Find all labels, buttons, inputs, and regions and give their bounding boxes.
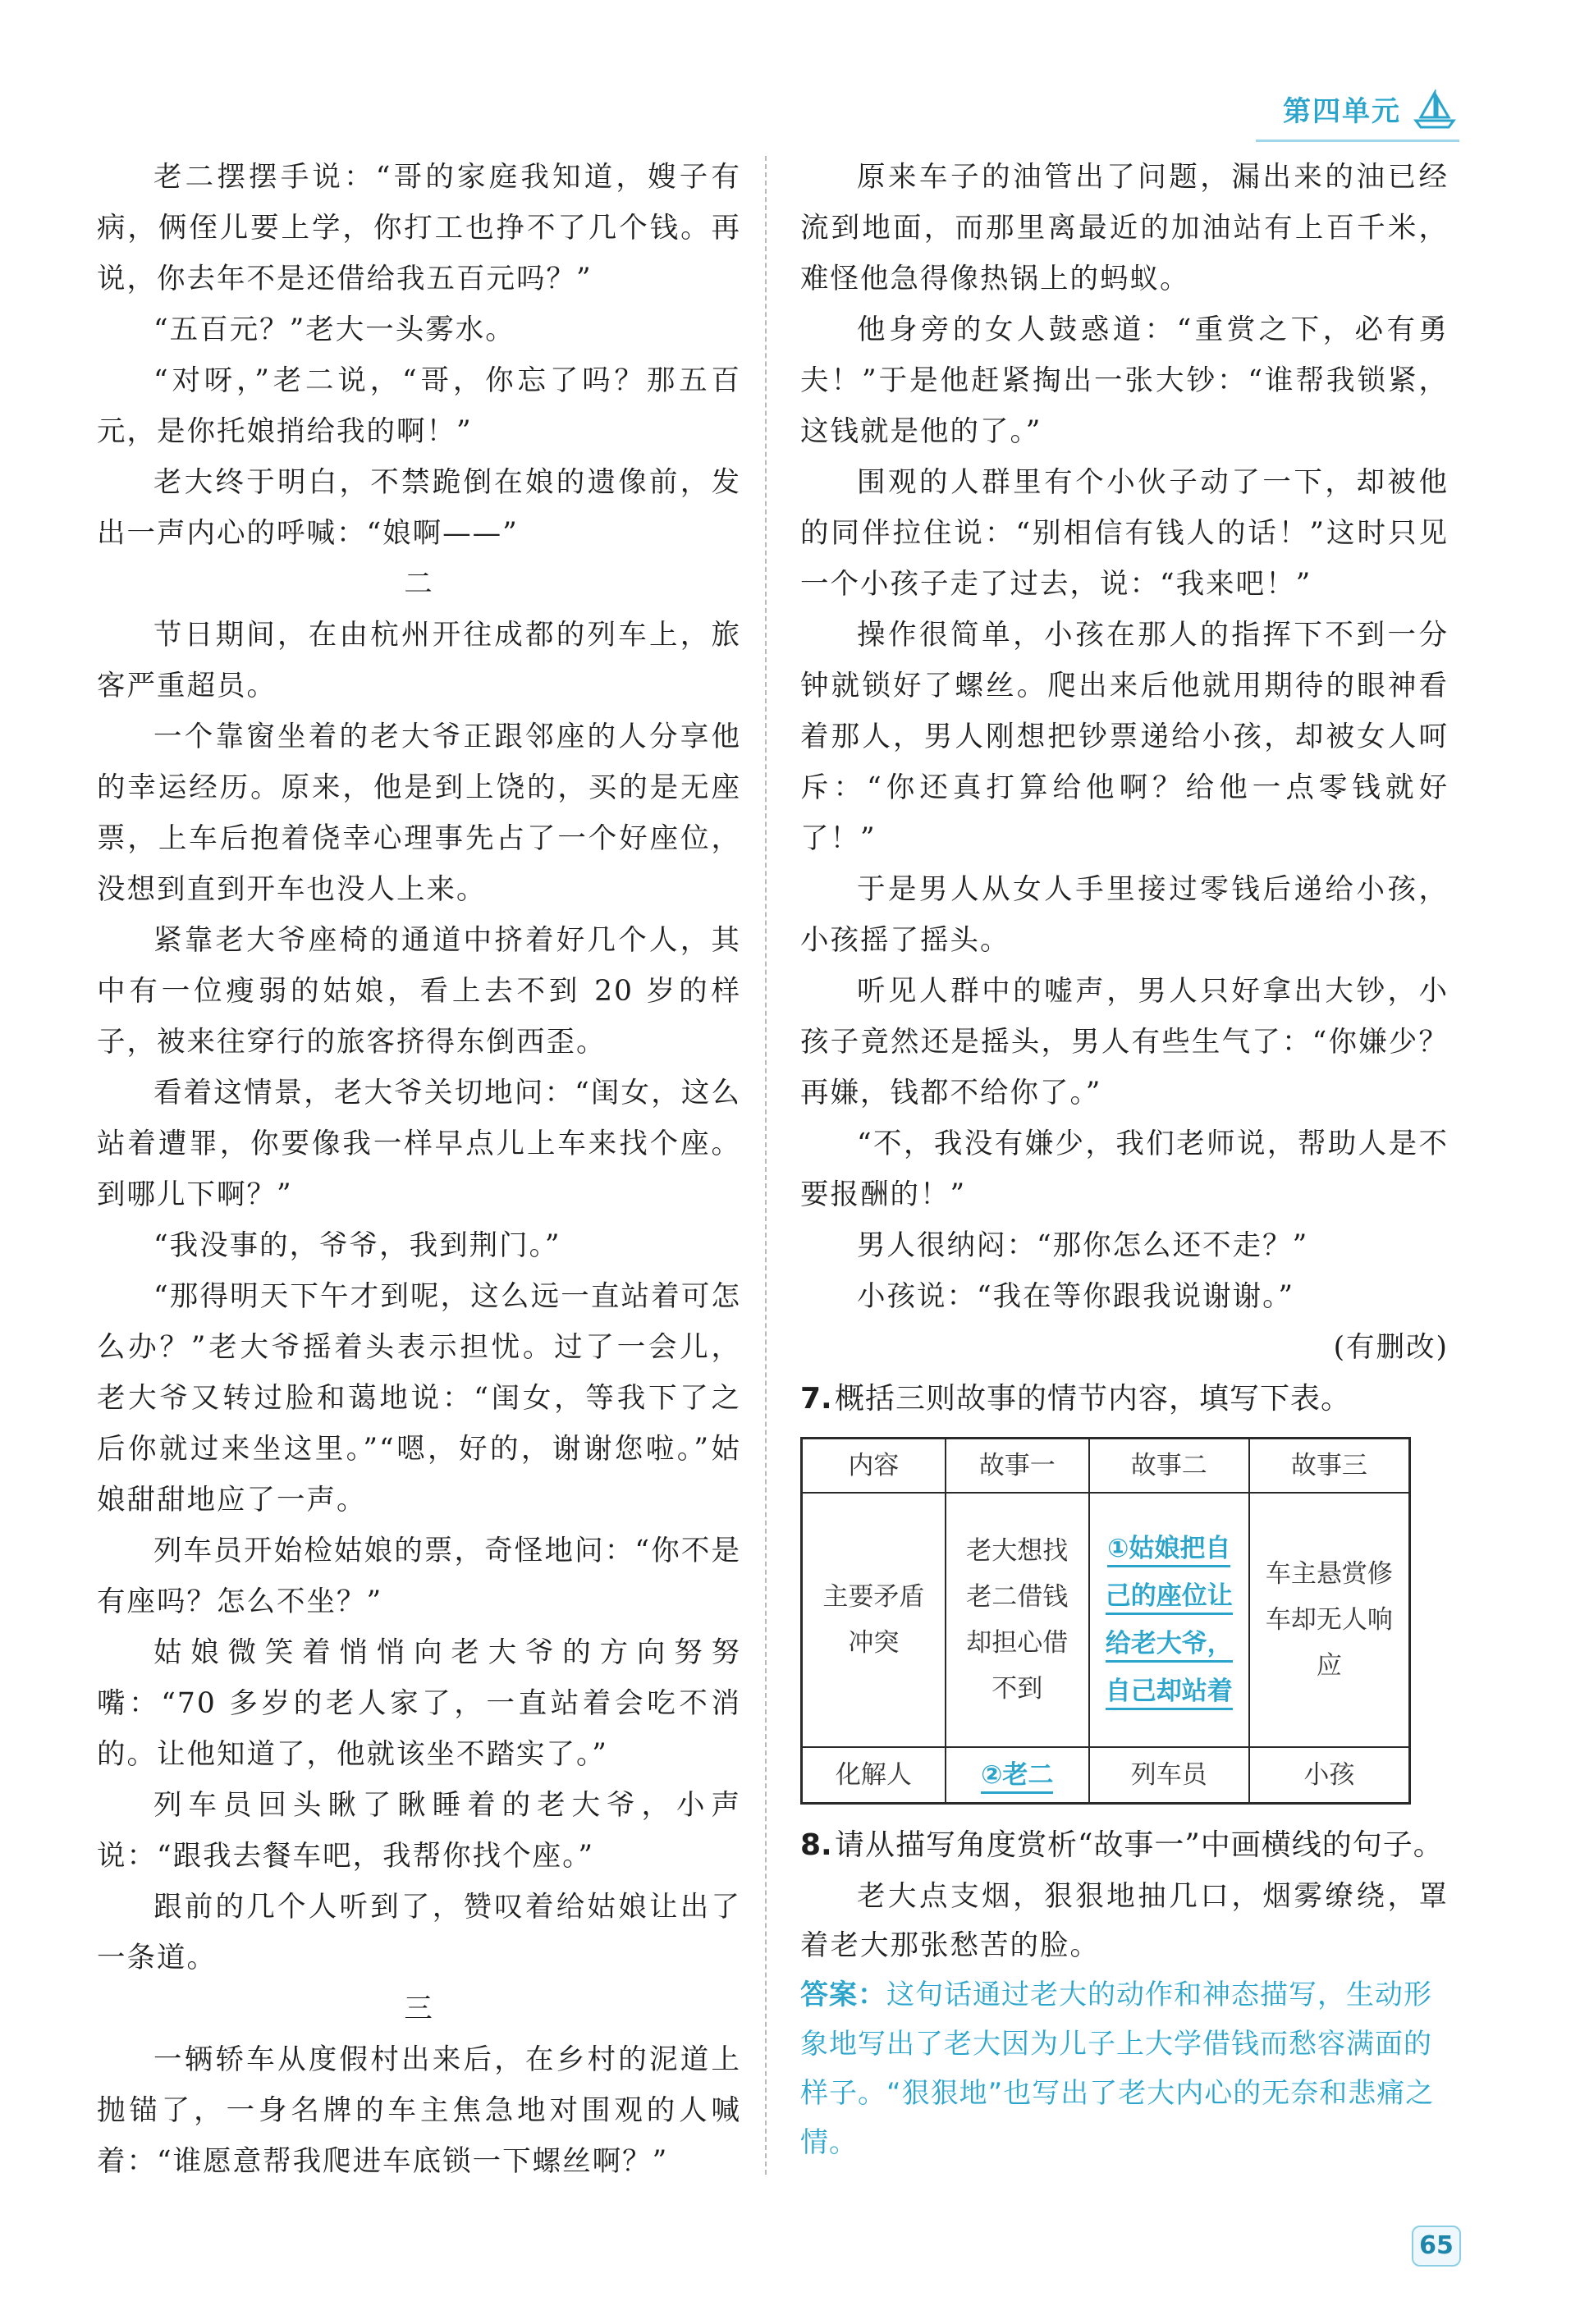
source-note: (有删改): [1333, 1331, 1449, 1364]
table-header-cell: 故事一: [946, 1439, 1089, 1494]
table-header-row: [802, 1439, 1410, 1494]
table-header-cell: 故事二: [1089, 1439, 1249, 1494]
paragraph: 操作很简单，小孩在那人的指挥下不到一分钟就锁好了螺丝。爬出来后他就用期待的眼神看着那人，男人刚想把钞票递给小孩，却被女人呵斥：“你还真打算给他啊？给他一点零钱就好了！”: [800, 619, 1449, 855]
question-number: 7.: [800, 1382, 832, 1416]
paragraph: 跟前的几个人听到了，赞叹着给姑娘让出了一条道。: [97, 1891, 741, 1974]
column-divider: [765, 156, 767, 2175]
plot-summary-table: [800, 1437, 1411, 1805]
row-label: 化解人: [802, 1747, 946, 1804]
sailboat-icon: [1413, 89, 1457, 129]
quoted-sentence: 老大点支烟，狠狠地抽几口，烟雾缭绕，罩着老大那张愁苦的脸。: [800, 1880, 1449, 1962]
table-cell: 小孩: [1249, 1747, 1410, 1804]
table-row: [802, 1747, 1410, 1804]
header-rule: [1256, 140, 1459, 142]
answer-text: ②老二: [981, 1760, 1053, 1794]
answer-cell: [946, 1747, 1089, 1804]
section-heading-two: 二: [404, 568, 434, 601]
paragraph: “那得明天下午才到呢，这么远一直站着可怎么办？”老大爷摇着头表示担忧。过了一会儿，老大爷又转过脸和蔼地说：“闺女，等我下了之后你就过来坐这里。”“嗯，好的，谢谢您啦。”姑娘甜甜地应了一声。: [97, 1280, 741, 1517]
paragraph: 小孩说：“我在等你跟我说谢谢。”: [857, 1280, 1295, 1313]
section-heading-three: 三: [404, 1992, 434, 2025]
paragraph: 姑娘微笑着悄悄向老大爷的方向努努嘴：“70 多岁的老人家了，一直站着会吃不消的。让他知道了，他就该坐不踏实了。”: [97, 1636, 741, 1771]
paragraph: “五百元？”老大一头雾水。: [153, 313, 515, 346]
question-7: [800, 1373, 1449, 1425]
question-text: 概括三则故事的情节内容，填写下表。: [835, 1382, 1352, 1416]
paragraph: 原来车子的油管出了问题，漏出来的油已经流到地面，而那里离最近的加油站有上百千米，难怪他急得像热锅上的蚂蚁。: [800, 161, 1449, 295]
paragraph: 看着这情景，老大爷关切地问：“闺女，这么站着遭罪，你要像我一样早点儿上车来找个座。到哪儿下啊？”: [97, 1077, 741, 1211]
answer-cell: [1089, 1493, 1249, 1747]
paragraph: 列车员回头瞅了瞅睡着的老大爷，小声说：“跟我去餐车吧，我帮你找个座。”: [97, 1789, 741, 1873]
paragraph: 于是男人从女人手里接过零钱后递给小孩，小孩摇了摇头。: [800, 873, 1449, 957]
table-cell: 列车员: [1089, 1747, 1249, 1804]
paragraph: 老二摆摆手说：“哥的家庭我知道，嫂子有病，俩侄儿要上学，你打工也挣不了几个钱。再说，你去年不是还借给我五百元吗？”: [97, 161, 741, 295]
paragraph: 老大终于明白，不禁跪倒在娘的遗像前，发出一声内心的呼喊：“娘啊——”: [97, 466, 741, 550]
answer-text: ①姑娘把自己的座位让给老大爷，自己却站着: [1106, 1534, 1233, 1710]
table-header-cell: 故事三: [1249, 1439, 1410, 1494]
question-8: [800, 1819, 1449, 1872]
row-label: 主要矛盾冲突: [802, 1493, 946, 1747]
table-row: [802, 1493, 1410, 1747]
table-cell: 老大想找老二借钱却担心借不到: [946, 1493, 1089, 1747]
table-header-cell: 内容: [802, 1439, 946, 1494]
unit-title: 第四单元: [1283, 95, 1401, 128]
paragraph: 节日期间，在由杭州开往成都的列车上，旅客严重超员。: [97, 619, 741, 702]
right-column: [800, 152, 1449, 2167]
paragraph: 紧靠老大爷座椅的通道中挤着好几个人，其中有一位瘦弱的姑娘，看上去不到 20 岁的样子，被来往穿行的旅客挤得东倒西歪。: [97, 924, 741, 1059]
paragraph: “对呀，”老二说，“哥，你忘了吗？那五百元，是你托娘捎给我的啊！”: [97, 364, 741, 448]
answer-block: [800, 1970, 1449, 2167]
paragraph: 他身旁的女人鼓惑道：“重赏之下，必有勇夫！”于是他赶紧掏出一张大钞：“谁帮我锁紧，这钱就是他的了。”: [800, 313, 1449, 448]
left-column: [97, 152, 741, 2187]
page-number: 65: [1412, 2226, 1461, 2267]
table-cell: 车主悬赏修车却无人响应: [1249, 1493, 1410, 1747]
answer-body: 这句话通过老大的动作和神态描写，生动形象地写出了老大因为儿子上大学借钱而愁容满面的样子。“狠狠地”也写出了老大内心的无奈和悲痛之情。: [800, 1979, 1435, 2159]
question-text: 请从描写角度赏析“故事一”中画横线的句子。: [835, 1828, 1444, 1862]
paragraph: 听见人群中的嘘声，男人只好拿出大钞，小孩子竟然还是摇头，男人有些生气了：“你嫌少？再嫌，钱都不给你了。”: [800, 975, 1449, 1109]
paragraph: “不，我没有嫌少，我们老师说，帮助人是不要报酬的！”: [800, 1128, 1449, 1211]
paragraph: 一辆轿车从度假村出来后，在乡村的泥道上抛锚了，一身名牌的车主焦急地对围观的人喊着：“谁愿意帮我爬进车底锁一下螺丝啊？”: [97, 2043, 741, 2178]
paragraph: “我没事的，爷爷，我到荆门。”: [153, 1229, 561, 1262]
answer-label: 答案：: [800, 1979, 886, 2011]
question-number: 8.: [800, 1828, 832, 1862]
paragraph: 围观的人群里有个小伙子动了一下，却被他的同伴拉住说：“别相信有钱人的话！”这时只见一个小孩子走了过去，说：“我来吧！”: [800, 466, 1449, 601]
paragraph: 一个靠窗坐着的老大爷正跟邻座的人分享他的幸运经历。原来，他是到上饶的，买的是无座票，上车后抱着侥幸心理事先占了一个好座位，没想到直到开车也没人上来。: [97, 721, 741, 906]
paragraph: 男人很纳闷：“那你怎么还不走？”: [857, 1229, 1309, 1262]
paragraph: 列车员开始检姑娘的票，奇怪地问：“你不是有座吗？怎么不坐？”: [97, 1535, 741, 1618]
page-header: [1283, 89, 1457, 129]
